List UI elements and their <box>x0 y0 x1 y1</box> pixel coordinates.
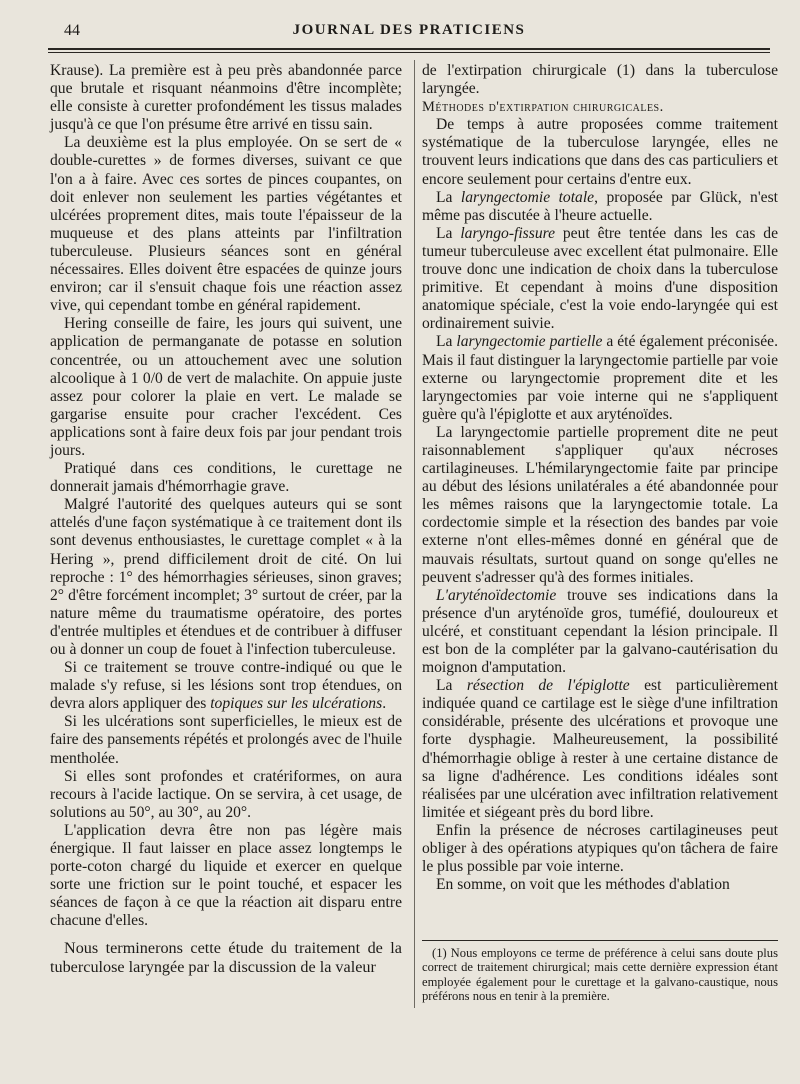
paragraph <box>422 333 778 423</box>
paragraph-text: La <box>436 333 457 351</box>
paragraph <box>422 677 778 822</box>
paragraph: Si elles sont profondes et cratériformes, on aura recours à l'acide lactique. On se servira, à cet usage, de solutions au 50°, au 30°, au 20°. <box>50 767 402 821</box>
paragraph-text: est particulièrement indiquée quand ce cartilage est le siège d'une infiltration considérable, présente des ulcérations et provoque une forte dysphagie. Malheureusement, la possibilité d'hémorrhagie oblige à rester à une certaine distance de sa ligne d'adhérence. Les conditions idéales sont réalisées par une ulcération avec infiltration relativement limitée et siégeant près du bord libre. <box>422 677 779 821</box>
footnote-rule <box>422 940 778 941</box>
italic-term: laryngectomie partielle <box>456 333 603 351</box>
italic-term: topiques sur les ulcérations <box>210 695 383 713</box>
italic-term: L'aryténoïdectomie <box>436 586 557 604</box>
paragraph: Pratiqué dans ces conditions, le curettage ne donnerait jamais d'hémorrhagie grave. <box>50 460 402 496</box>
paragraph: L'application devra être non pas légère mais énergique. Il faut laisser en place assez longtemps le porte-coton chargé du liquide et exercer en quelque sorte une friction sur le point touché, et espacer les séances de façon à ce que la réaction ait disparu entre chacune d'elles. <box>50 821 402 930</box>
paragraph: Malgré l'autorité des quelques auteurs qui se sont attelés d'une façon systématique à ce traitement dont ils sont devenus enthousiastes, le curettage complet « à la Hering », prend difficilement droit de cité. On lui reproche : 1° des hémorrhagies sérieuses, sinon graves; 2° d'être forcément incomplet; 3° surtout de créer, par la nature même du traumatisme opératoire, des portes d'entrée multiples et étendues et de contribuer à diffuser ou à donner un coup de fouet à l'infection tuberculeuse. <box>50 496 402 658</box>
paragraph: Enfin la présence de nécroses cartilagineuses peut obliger à des opérations atypiques qu'on tâchera de faire le plus possible par voie interne. <box>422 821 778 876</box>
paragraph-text: peut être tentée dans les cas de tumeur tuberculeuse avec excellent état pulmonaire. Elle trouve donc une indication de choix dans la tuberculose primitive. Et cependant à moins d'une disposition anatomique spéciale, c'est la voie endo-laryngée qui est ordinairement suivie. <box>422 224 778 333</box>
paragraph-text: trouve ses indications dans la présence d'un aryténoïde gros, tuméfié, douloureux et ulcéré, et constituant cependant la lésion principale. Il est bon de la compléter par la galvano-cautérisation du moignon d'amputation. <box>422 586 778 677</box>
paragraph <box>422 587 778 677</box>
paragraph: La laryngectomie partielle proprement dite ne peut raisonnablement s'appliquer qu'aux nécroses cartilagineuses. L'hémilaryngectomie faite par principe au début des lésions unilatérales a été abandonnée pour les mêmes raisons que la laryngectomie totale. La cordectomie simple et la résection des bandes par voie externe n'ont elles-mêmes donné en général que de mauvais résultats, surtout quand on songe qu'elles ne peuvent s'adresser qu'à des formes initiales. <box>422 423 778 586</box>
paragraph: Si les ulcérations sont superficielles, le mieux est de faire des pansements répétés et prolongés avec de l'huile mentholée. <box>50 713 402 767</box>
paragraph-text: , proposée par Glück, n'est même pas discutée à l'heure actuelle. <box>422 188 778 224</box>
paragraph: Krause). La première est à peu près abandonnée parce que brutale et risquant néanmoins d'être incomplète; elle consiste à curetter profondément les tissus malades jusqu'à ce que l'on présume être arrivé en tissu sain. <box>50 62 402 134</box>
column-divider <box>414 60 415 1008</box>
closing-paragraph: Nous terminerons cette étude du traitement de la tuberculose laryngée par la discussion de la valeur <box>50 938 402 976</box>
paragraph <box>422 225 778 334</box>
paragraph: En somme, on voit que les méthodes d'ablation <box>436 876 730 894</box>
italic-term: laryngectomie totale <box>460 188 595 206</box>
paragraph-text: a été également préconisée. Mais il faut distinguer la laryngectomie partielle par voie externe ou laryngectomie proprement dite et les laryngectomies par voie interne qui ne s'appliquent guère qu'à l'épiglotte et aux aryténoïdes. <box>422 333 778 423</box>
page-number: 44 <box>64 22 80 39</box>
journal-title: JOURNAL DES PRATICIENS <box>292 22 526 38</box>
paragraph: La deuxième est la plus employée. On se sert de « double-curettes » de formes diverses, suivant ce que l'on a à faire. Avec ces sortes de pinces coupantes, on doit enlever non seulement les parties végétantes et ulcérées proprement dites, mais toute l'épaisseur de la muqueuse et des plans atteints par l'infiltration tuberculeuse. Plusieurs séances sont en général nécessaires. Elles doivent être espacées de quinze jours environ; car il s'ensuit chaque fois une réaction assez vive, qui cependant tombe en général rapidement. <box>50 134 402 315</box>
page-header <box>48 22 770 44</box>
paragraph <box>50 659 402 713</box>
header-rule <box>48 48 770 50</box>
italic-term: résection de l'épiglotte <box>466 677 630 695</box>
footnote-text: (1) Nous employons ce terme de préférence à celui sans doute plus correct de traitement chirurgical; mais cette dernière expression étant employée également pour le curettage et la galvano-caustique, nous préférons nous en tenir à la première. <box>422 946 778 1004</box>
paragraph: de l'extirpation chirurgicale (1) dans la tuberculose laryngée. <box>422 62 778 98</box>
paragraph-text: Si ce traitement se trouve contre-indiqué ou que le malade s'y refuse, si les lésions sont trop étendues, on devra alors appliquer des <box>50 659 402 713</box>
right-column <box>422 62 778 894</box>
left-column <box>50 62 402 977</box>
paragraph: Hering conseille de faire, les jours qui suivent, une application de permanganate de potasse en solution concentrée, ou un attouchement avec une solution alcoolique à 1 0/0 de vert de malachite. On appuie juste assez pour colorer la plaie en vert. Le malade se gargarise ensuite pour cracher l'excédent. Ces applications sont à faire deux fois par jour pendant trois jours. <box>50 315 402 459</box>
paragraph <box>422 189 778 225</box>
paragraph-text: . <box>382 695 387 713</box>
paragraph-text: La <box>436 188 461 206</box>
paragraph: De temps à autre proposées comme traitement systématique de la tuberculose laryngée, elles ne trouvent leurs indications que dans des cas particuliers et encore seulement pour certains d'entre eux. <box>422 116 778 188</box>
header-rule-thin <box>48 52 770 53</box>
footnote <box>422 946 778 1004</box>
section-heading: Méthodes d'extirpation chirurgicales. <box>422 99 664 116</box>
paragraph-text: La <box>436 677 467 695</box>
italic-term: laryngo-fissure <box>460 224 556 242</box>
paragraph-text: La <box>436 224 461 242</box>
